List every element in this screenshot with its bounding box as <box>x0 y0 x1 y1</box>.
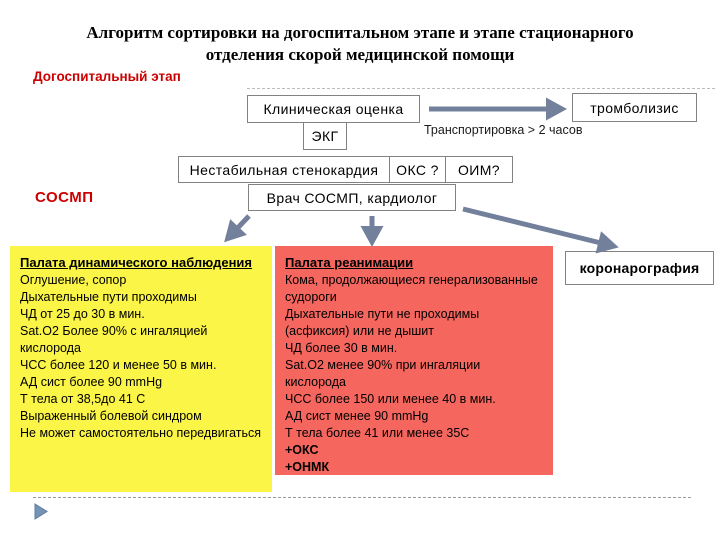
dashed-divider-top <box>247 88 715 89</box>
ward-line: ЧД от 25 до 30 в мин. <box>20 307 145 321</box>
ami-question-box: ОИМ? <box>445 156 513 183</box>
observation-ward-title: Палата динамического наблюдения <box>20 255 253 270</box>
ward-line: Выраженный болевой синдром <box>20 409 202 423</box>
icu-ward-title: Палата реанимации <box>285 255 414 270</box>
acs-question-box: ОКС ? <box>389 156 446 183</box>
page-title-line1: Алгоритм сортировки на догоспитальном этапе и этапе стационарного <box>86 23 634 42</box>
ward-line: ЧД более 30 в мин. <box>285 341 398 355</box>
ward-line: Кома, продолжающиеся генерализованные судороги <box>285 273 538 304</box>
ward-line: Оглушение, сопор <box>20 273 127 287</box>
transport-note: Транспортировка > 2 часов <box>424 123 583 137</box>
ward-line: Т тела более 41 или менее 35С <box>285 426 470 440</box>
coronarography-box: коронарография <box>565 251 714 285</box>
ward-line: Т тела от 38,5до 41 С <box>20 392 146 406</box>
ward-line: +ОКС <box>285 443 319 457</box>
ward-line: Sat.O2 менее 90% при ингаляции кислорода <box>285 358 481 389</box>
arrow-to-coronarography-icon <box>463 209 609 245</box>
dashed-divider-bottom <box>33 497 691 498</box>
sosmp-label: СОСМП <box>35 189 94 206</box>
unstable-angina-box: Нестабильная стенокардия <box>178 156 390 183</box>
icu-ward-box <box>275 246 553 475</box>
ward-line: АД сист менее 90 mmHg <box>285 409 429 423</box>
thrombolysis-box: тромболизис <box>572 93 697 122</box>
ward-line: Не может самостоятельно передвигаться <box>20 426 261 440</box>
play-triangle-icon <box>34 503 48 520</box>
ward-line: +ОНМК <box>285 460 330 474</box>
ward-line: ЧСС более 150 или менее 40 в мин. <box>285 392 496 406</box>
ward-line: Sat.O2 Более 90% с ингаляцией кислорода <box>20 324 208 355</box>
ward-line: Дыхательные пути проходимы <box>20 290 197 304</box>
stage-label: Догоспитальный этап <box>33 69 181 84</box>
arrow-to-observation-ward-icon <box>231 216 249 235</box>
observation-ward-box <box>10 246 272 492</box>
ward-line: ЧСС более 120 и менее 50 в мин. <box>20 358 217 372</box>
ward-line: Дыхательные пути не проходимы (асфиксия) или не дышит <box>285 307 480 338</box>
page-title-line2: отделения скорой медицинской помощи <box>205 45 515 64</box>
ecg-box: ЭКГ <box>303 122 347 150</box>
clinical-assessment-box: Клиническая оценка <box>247 95 420 123</box>
observation-ward-list <box>20 272 262 442</box>
icu-ward-list <box>285 272 543 476</box>
ward-line: АД сист более 90 mmHg <box>20 375 163 389</box>
doctor-box: Врач СОСМП, кардиолог <box>248 184 456 211</box>
page-title <box>0 22 720 66</box>
